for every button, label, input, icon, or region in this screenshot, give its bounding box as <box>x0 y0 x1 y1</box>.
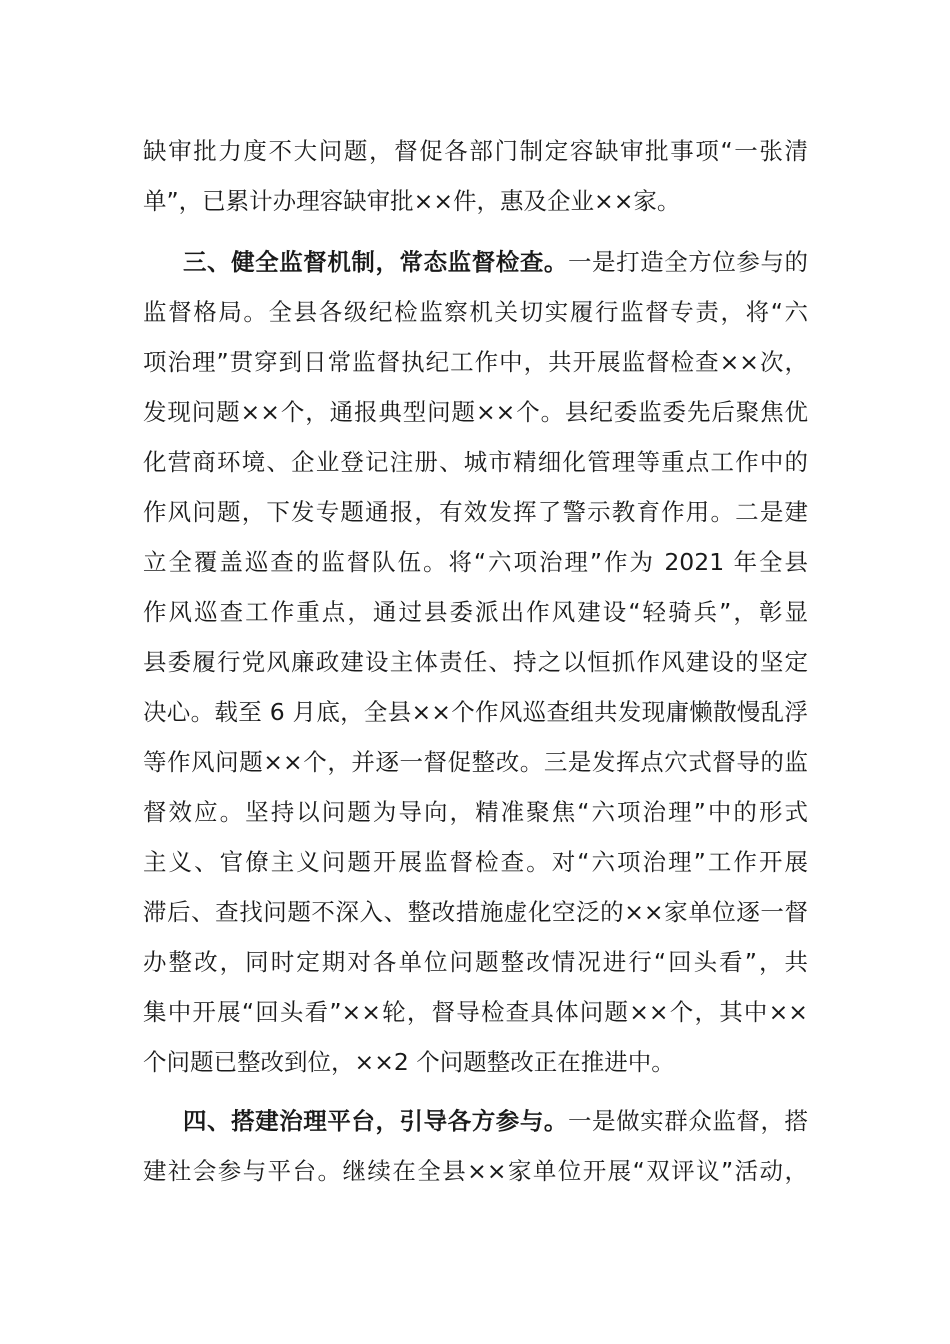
text-line: 作风问题，下发专题通报，有效发挥了警示教育作用。二是建 <box>143 498 808 526</box>
text-line: 发现问题××个，通报典型问题××个。县纪委监委先后聚焦优 <box>143 398 808 426</box>
text-span: 一是做实群众监督，搭 <box>567 1107 809 1135</box>
section-heading: 三、健全监督机制，常态监督检查。 <box>183 248 568 276</box>
text-line: 督效应。坚持以问题为导向，精准聚焦“六项治理”中的形式 <box>143 798 808 826</box>
text-span: 一是打造全方位参与的 <box>567 248 809 276</box>
text-line: 作风巡查工作重点，通过县委派出作风建设“轻骑兵”，彰显 <box>143 598 808 626</box>
text-line: 集中开展“回头看”××轮，督导检查具体问题××个，其中×× <box>143 998 808 1026</box>
text-line: 滞后、查找问题不深入、整改措施虚化空泛的××家单位逐一督 <box>143 898 808 926</box>
text-line <box>143 1096 808 1146</box>
text-line: 缺审批力度不大问题，督促各部门制定容缺审批事项“一张清 <box>143 137 808 165</box>
section-heading: 四、搭建治理平台，引导各方参与。 <box>183 1107 568 1135</box>
text-line <box>143 237 808 287</box>
text-line: 县委履行党风廉政建设主体责任、持之以恒抓作风建设的坚定 <box>143 648 808 676</box>
text-line: 项治理”贯穿到日常监督执纪工作中，共开展监督检查××次， <box>143 348 808 376</box>
text-line: 单”，已累计办理容缺审批××件，惠及企业××家。 <box>143 187 681 215</box>
text-line: 等作风问题××个，并逐一督促整改。三是发挥点穴式督导的监 <box>143 748 808 776</box>
text-line: 主义、官僚主义问题开展监督检查。对“六项治理”工作开展 <box>143 848 808 876</box>
text-line: 化营商环境、企业登记注册、城市精细化管理等重点工作中的 <box>143 448 808 476</box>
text-line: 办整改，同时定期对各单位问题整改情况进行“回头看”，共 <box>143 948 808 976</box>
text-line: 建社会参与平台。继续在全县××家单位开展“双评议”活动， <box>143 1157 808 1185</box>
text-line: 监督格局。全县各级纪检监察机关切实履行监督专责，将“六 <box>143 298 808 326</box>
text-line: 决心。载至 6 月底，全县××个作风巡查组共发现庸懒散慢乱浮 <box>143 698 808 726</box>
text-line: 个问题已整改到位，××2 个问题整改正在推进中。 <box>143 1048 675 1076</box>
text-line: 立全覆盖巡查的监督队伍。将“六项治理”作为 2021 年全县 <box>143 548 808 576</box>
